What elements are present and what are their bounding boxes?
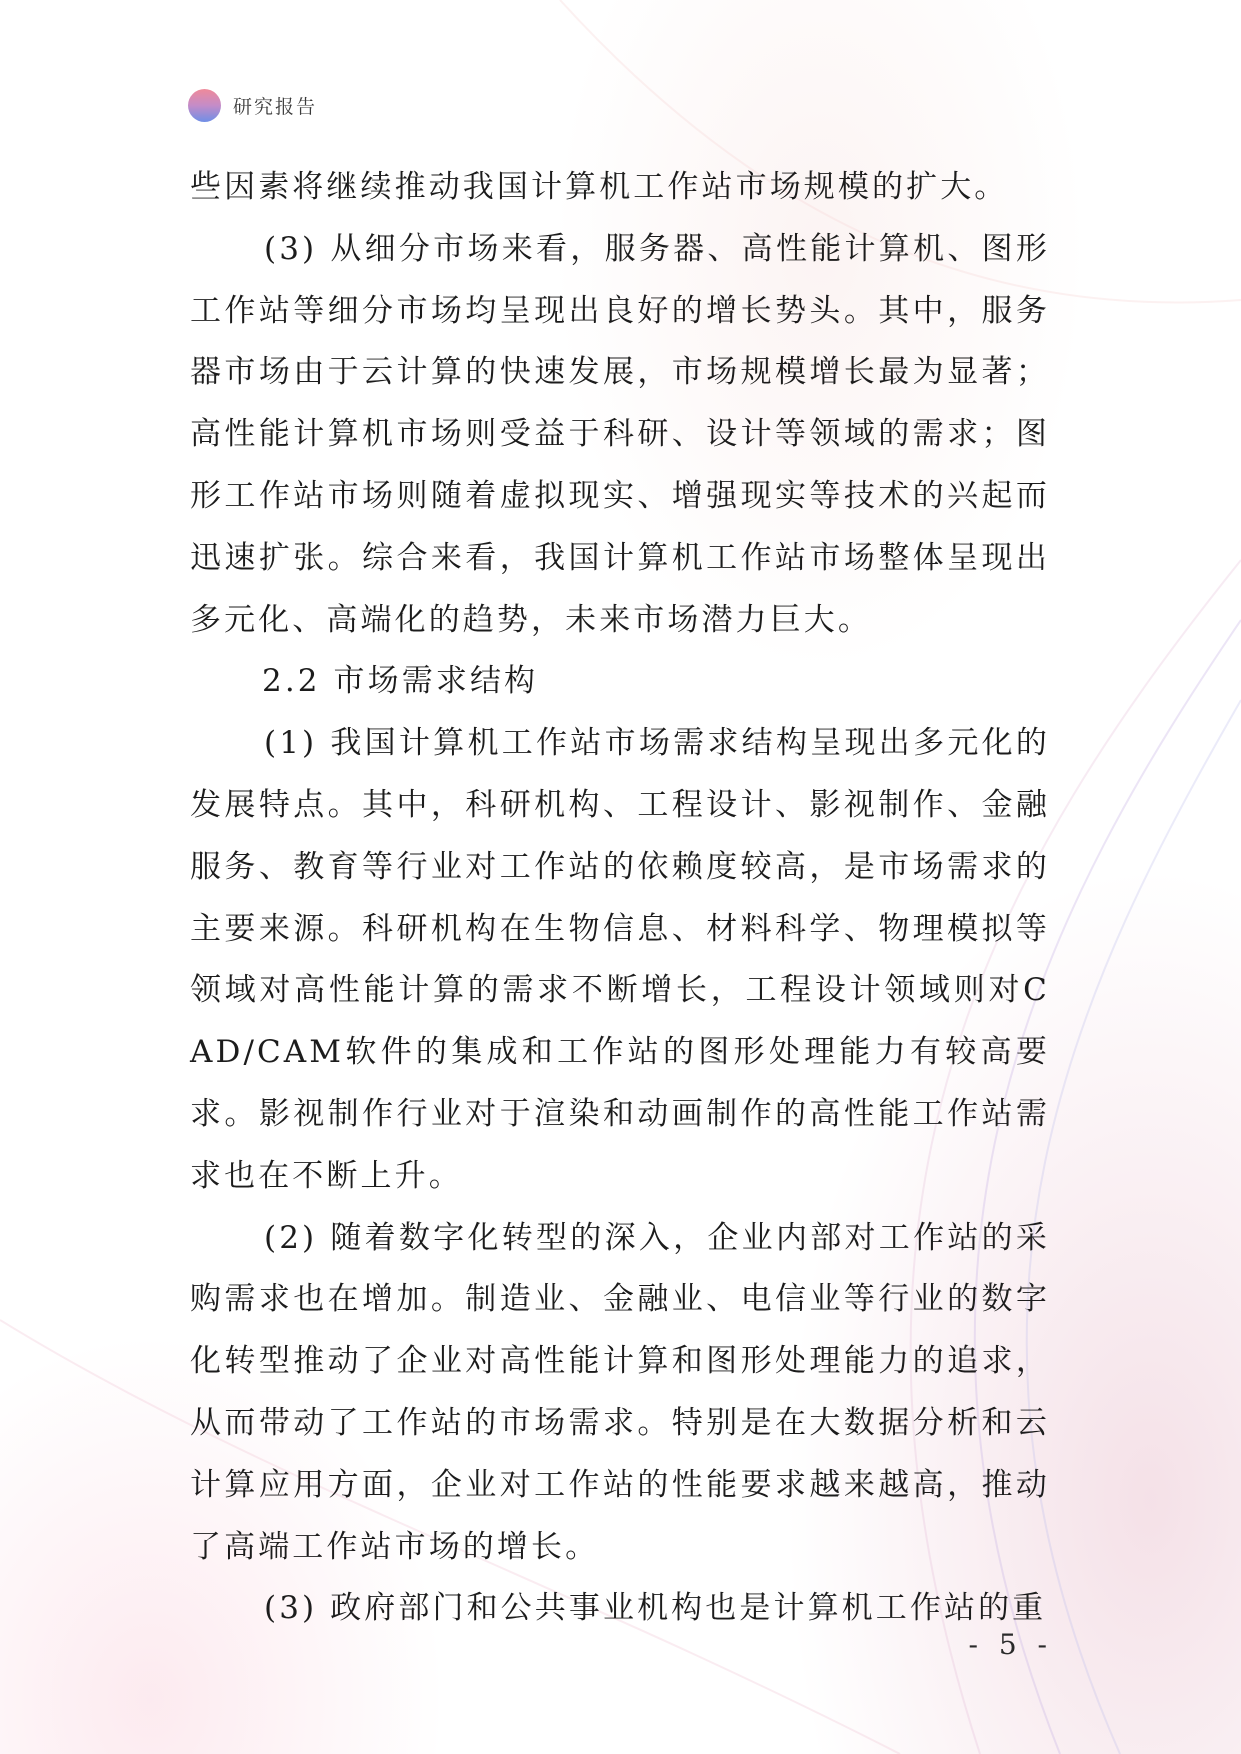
paragraph-2-digital-transformation: (2) 随着数字化转型的深入，企业内部对工作站的采购需求也在增加。制造业、金融业、电信业等行业的数字化转型推动了企业对高性能计算和图形处理能力的追求，从而带动了工作站的市场需求。特别是在大数据分析和云计算应用方面，企业对工作站的性能要求越来越高，推动了高端工作站市场的增长。 (190, 1219, 1050, 1565)
page-number: - 5 - (968, 1628, 1053, 1661)
report-header (188, 88, 317, 122)
paragraph-1-demand-structure: (1) 我国计算机工作站市场需求结构呈现出多元化的发展特点。其中，科研机构、工程设计、影视制作、金融服务、教育等行业对工作站的依赖度较高，是市场需求的主要来源。科研机构在生物信息、材料科学、物理模拟等领域对高性能计算的需求不断增长，工程设计领域则对CAD/CAM软件的集成和工作站的图形处理能力有较高要求。影视制作行业对于渲染和动画制作的高性能工作站需求也在不断上升。 (190, 725, 1050, 1194)
paragraph-3-government: (3) 政府部门和公共事业机构也是计算机工作站的重 (264, 1590, 1047, 1627)
paragraph-continuation: 些因素将继续推动我国计算机工作站市场规模的扩大。 (190, 169, 1009, 205)
header-label: 研究报告 (233, 95, 318, 118)
paragraph-3-market-segments: (3) 从细分市场来看，服务器、高性能计算机、图形工作站等细分市场均呈现出良好的增长势头。其中，服务器市场由于云计算的快速发展，市场规模增长最为显著；高性能计算机市场则受益于科研、设计等领域的需求；图形工作站市场则随着虚拟现实、增强现实等技术的兴起而迅速扩张。综合来看，我国计算机工作站市场整体呈现出多元化、高端化的趋势，未来市场潜力巨大。 (190, 230, 1050, 638)
logo-circle-icon (188, 89, 221, 122)
document-body (190, 157, 1050, 1640)
section-heading: 2.2 市场需求结构 (262, 663, 539, 700)
